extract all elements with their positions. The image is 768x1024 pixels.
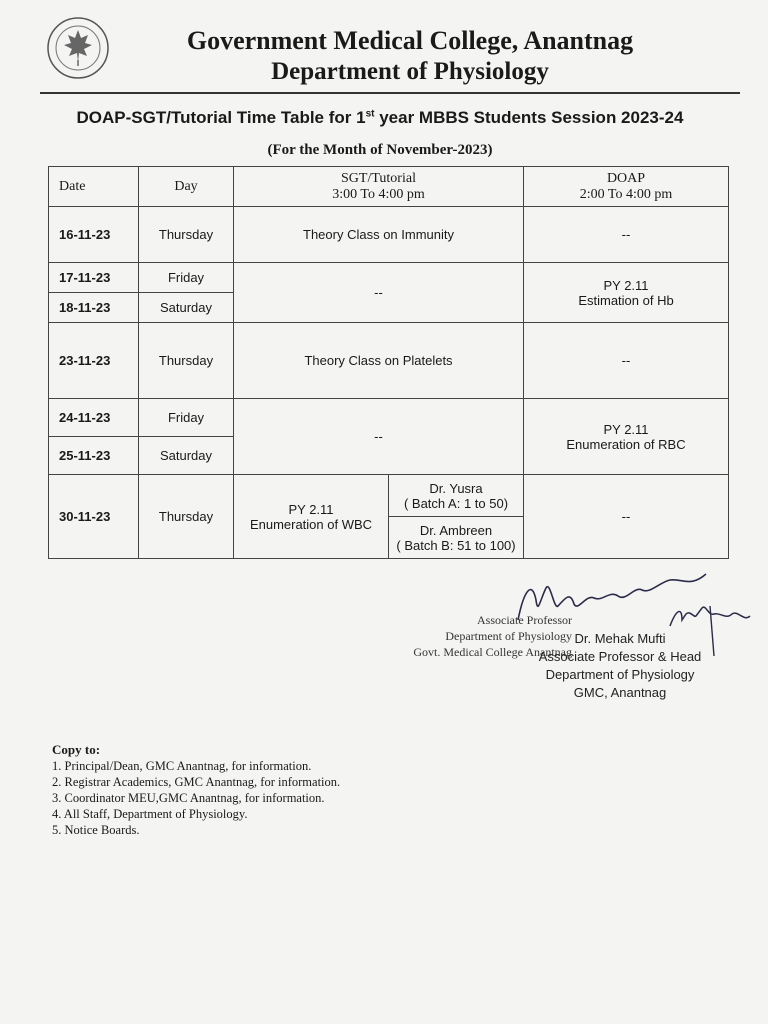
row-day: Thursday	[139, 475, 234, 559]
table-row	[49, 207, 729, 263]
signatory-designation: Associate Professor & Head	[538, 649, 702, 664]
batch-b-range: ( Batch B: 51 to 100)	[396, 537, 516, 553]
row-sgt: --	[234, 399, 524, 475]
header-sgt-title: SGT/Tutorial	[341, 170, 416, 186]
header-doap-time: 2:00 To 4:00 pm	[579, 186, 673, 202]
row-date: 16-11-23	[49, 207, 139, 263]
college-name: Government Medical College, Anantnag	[186, 26, 634, 55]
row-doap	[524, 399, 729, 475]
row-doap: --	[524, 207, 729, 263]
signatory-name: Dr. Mehak Mufti	[574, 631, 666, 646]
department-name: Department of Physiology	[271, 58, 549, 85]
batch-a-cell	[389, 475, 524, 517]
list-item: 5. Notice Boards.	[52, 823, 140, 837]
header-date: Date	[49, 167, 139, 207]
table-header-row	[49, 167, 729, 207]
stamp-institution: Govt. Medical College Anantnag	[413, 645, 572, 659]
row-sgt: Theory Class on Immunity	[234, 207, 524, 263]
header-doap-title: DOAP	[606, 170, 646, 186]
signatory-department: Department of Physiology	[545, 667, 695, 682]
table-row	[49, 399, 729, 437]
row-doap	[524, 263, 729, 323]
header-doap	[524, 167, 729, 207]
row-date: 30-11-23	[49, 475, 139, 559]
doap-code: PY 2.11	[603, 277, 649, 293]
header-sgt	[234, 167, 524, 207]
document-title	[30, 108, 730, 128]
batch-a-range: ( Batch A: 1 to 50)	[403, 495, 509, 511]
row-day: Saturday	[139, 293, 234, 323]
row-sgt: Theory Class on Platelets	[234, 323, 524, 399]
list-item: 1. Principal/Dean, GMC Anantnag, for information.	[52, 759, 312, 773]
stamp-designation: Associate Professor	[477, 613, 572, 627]
header-day: Day	[139, 167, 234, 207]
sgt-code: PY 2.11	[288, 501, 334, 517]
row-day: Saturday	[139, 437, 234, 475]
copy-to-heading: Copy to:	[52, 742, 101, 757]
copy-to-section	[52, 742, 472, 838]
month-subtitle: (For the Month of November-2023)	[267, 142, 493, 158]
row-doap: --	[524, 323, 729, 399]
signatory-institution: GMC, Anantnag	[573, 685, 667, 700]
table-row	[49, 263, 729, 293]
sgt-topic: Enumeration of WBC	[249, 516, 373, 532]
header-divider	[40, 92, 740, 94]
doap-code: PY 2.11	[603, 421, 649, 437]
row-day: Friday	[139, 399, 234, 437]
row-sgt	[234, 475, 389, 559]
row-day: Thursday	[139, 207, 234, 263]
batch-b-cell	[389, 517, 524, 559]
stamp-department: Department of Physiology	[445, 629, 572, 643]
list-item: 2. Registrar Academics, GMC Anantnag, for information.	[52, 775, 341, 789]
table-row	[49, 323, 729, 399]
doap-topic: Enumeration of RBC	[566, 436, 686, 452]
row-date: 17-11-23	[49, 263, 139, 293]
list-item: 3. Coordinator MEU,GMC Anantnag, for information.	[52, 791, 325, 805]
college-logo-icon	[46, 16, 110, 80]
table-row	[49, 475, 729, 517]
row-date: 24-11-23	[49, 399, 139, 437]
list-item: 4. All Staff, Department of Physiology.	[52, 807, 248, 821]
header-sgt-time: 3:00 To 4:00 pm	[332, 186, 425, 202]
signatory-block	[520, 630, 720, 702]
title-suffix: year MBBS Students Session 2023-24	[374, 108, 684, 127]
row-date: 25-11-23	[49, 437, 139, 475]
copy-to-list	[52, 758, 472, 838]
title-prefix: DOAP-SGT/Tutorial Time Table for 1	[76, 108, 366, 127]
title-superscript: st	[365, 108, 375, 120]
row-date: 23-11-23	[49, 323, 139, 399]
row-date: 18-11-23	[49, 293, 139, 323]
row-day: Thursday	[139, 323, 234, 399]
row-day: Friday	[139, 263, 234, 293]
batch-b-teacher: Dr. Ambreen	[419, 522, 493, 538]
row-sgt: --	[234, 263, 524, 323]
row-doap: --	[524, 475, 729, 559]
doap-topic: Estimation of Hb	[578, 292, 674, 308]
batch-a-teacher: Dr. Yusra	[429, 480, 483, 496]
timetable	[48, 166, 729, 559]
